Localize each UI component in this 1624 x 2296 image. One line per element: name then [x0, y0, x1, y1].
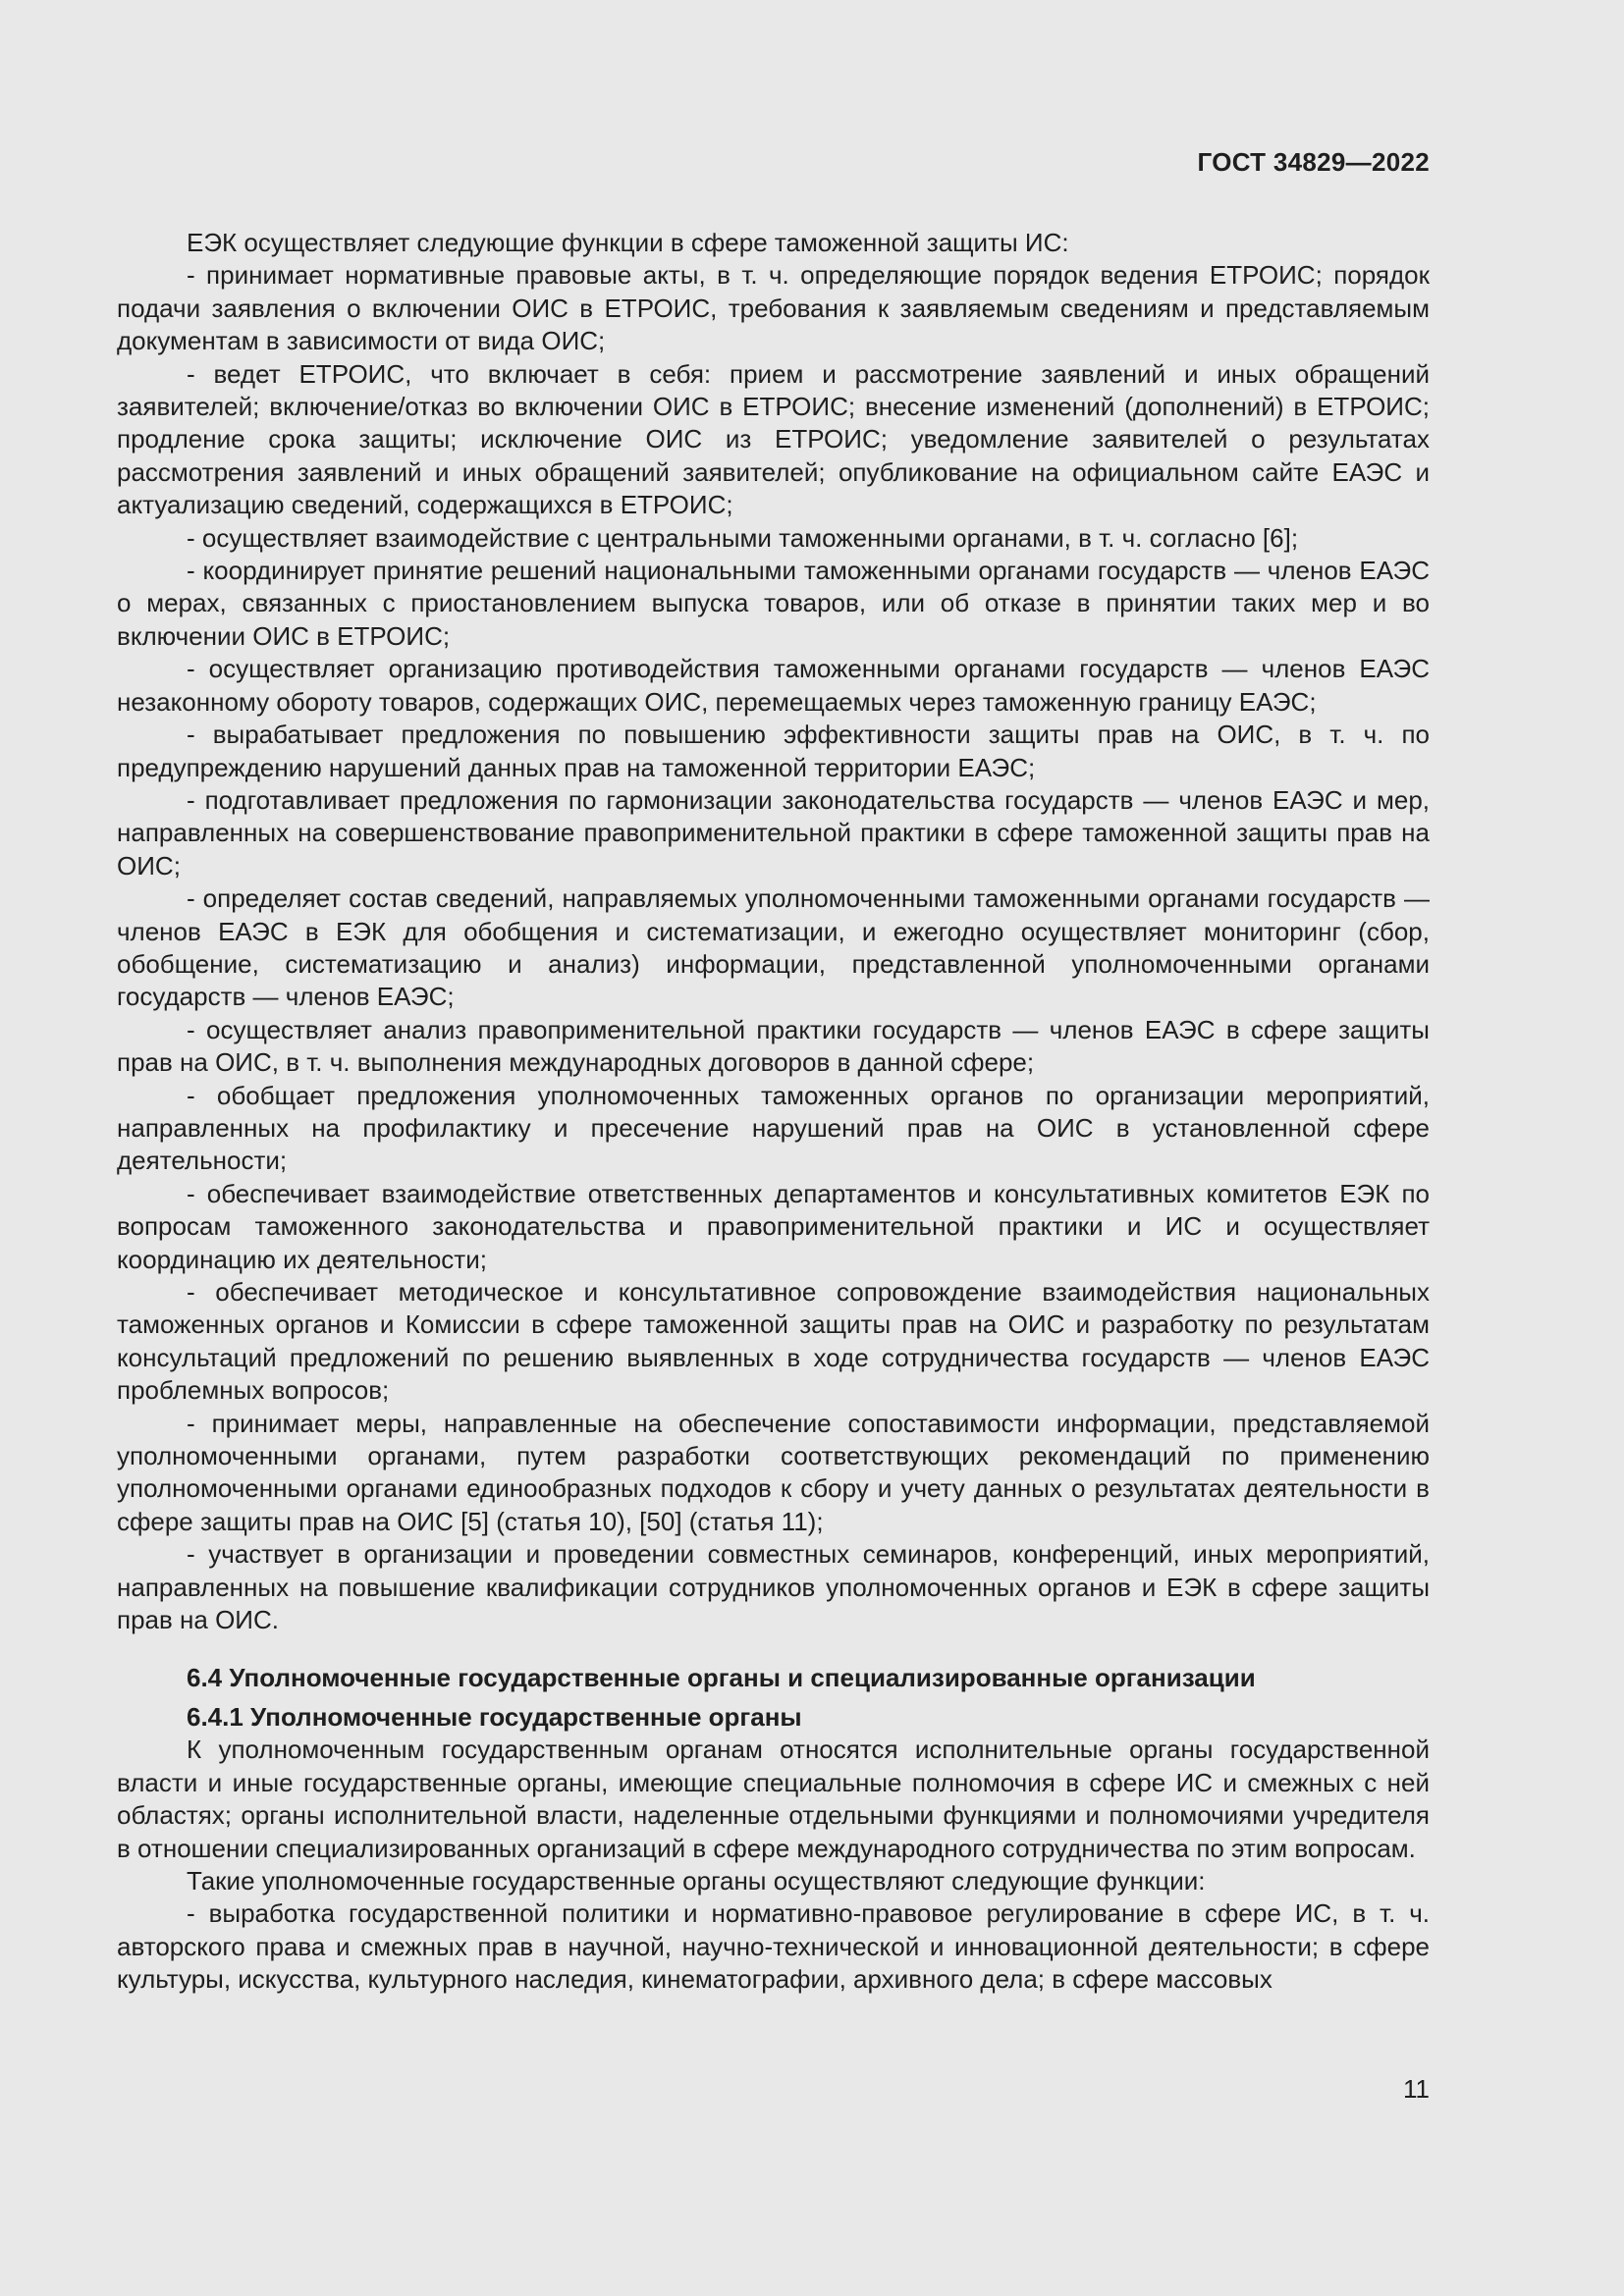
- subsection-heading: 6.4.1 Уполномоченные государственные органы: [187, 1701, 802, 1732]
- paragraph: Такие уполномоченные государственные органы осуществляют следующие функции:: [187, 1865, 1206, 1896]
- list-item: - координирует принятие решений национальными таможенными органами государств — членов ЕАЭС о мерах, связанных с приостановлением выпуска товаров, или об отказе в принятии таких мер и во включении ОИС в ЕТРОИС;: [117, 556, 1430, 651]
- list-item: - принимает нормативные правовые акты, в т. ч. определяющие порядок ведения ЕТРОИС; порядок подачи заявления о включении ОИС в ЕТРОИС, требования к заявляемым сведениям и представляемым документам в зависимости от вида ОИС;: [117, 260, 1430, 356]
- paragraph-intro: ЕЭК осуществляет следующие функции в сфере таможенной защиты ИС:: [187, 228, 1069, 257]
- section-heading: 6.4 Уполномоченные государственные органы и специализированные организации: [187, 1663, 1256, 1693]
- page-number: 11: [1403, 2074, 1430, 2104]
- list-item: - принимает меры, направленные на обеспечение сопоставимости информации, представляемой уполномоченными органами, путем разработки соответствующих рекомендаций по применению уполномоченными органами единообразных подходов к сбору и учету данных о результатах деятельности в сфере защиты прав на ОИС [5] (статья 10), [50] (статья 11);: [117, 1408, 1430, 1536]
- list-item: - подготавливает предложения по гармонизации законодательства государств — членов ЕАЭС и мер, направленных на совершенствование правоприменительной практики в сфере таможенной защиты прав на ОИС;: [117, 784, 1430, 881]
- list-item: - вырабатывает предложения по повышению эффективности защиты прав на ОИС, в т. ч. по предупреждению нарушений данных прав на таможенной территории ЕАЭС;: [117, 720, 1430, 782]
- list-item: - осуществляет организацию противодействия таможенными органами государств — членов ЕАЭС незаконному обороту товаров, содержащих ОИС, перемещаемых через таможенную границу ЕАЭС;: [117, 654, 1430, 717]
- list-item: - выработка государственной политики и нормативно-правовое регулирование в сфере ИС, в т. ч. авторского права и смежных прав в научной, научно-технической и инновационной деятельности; в сфере культуры, искусства, культурного наследия, кинематографии, архивного дела; в сфере массовых: [117, 1898, 1430, 1995]
- list-item: - ведет ЕТРОИС, что включает в себя: прием и рассмотрение заявлений и иных обращений заявителей; включение/отказ во включении ОИС в ЕТРОИС; внесение изменений (дополнений) в ЕТРОИС; продление срока защиты; исключение ОИС из ЕТРОИС; уведомление заявителей о результатах рассмотрения заявлений и иных обращений заявителей; опубликование на официальном сайте ЕАЭС и актуализацию сведений, содержащихся в ЕТРОИС;: [117, 358, 1430, 520]
- list-item: - осуществляет взаимодействие с центральными таможенными органами, в т. ч. согласно [6];: [187, 522, 1299, 553]
- paragraph: К уполномоченным государственным органам относятся исполнительные органы государственной власти и иные государственные органы, имеющие специальные полномочия в сфере ИС и смежных с ней областях; органы исполнительной власти, наделенные отдельными функциями и полномочиями учредителя в отношении специализированных организаций в сфере международного сотрудничества по этим вопросам.: [117, 1735, 1430, 1863]
- list-item: - обобщает предложения уполномоченных таможенных органов по организации мероприятий, направленных на профилактику и пресечение нарушений прав на ОИС в установленной сфере деятельности;: [117, 1080, 1430, 1176]
- document-header: ГОСТ 34829—2022: [1197, 147, 1430, 177]
- list-item: - определяет состав сведений, направляемых уполномоченными таможенными органами государств — членов ЕАЭС в ЕЭК для обобщения и систематизации, и ежегодно осуществляет мониторинг (сбор, обобщение, систематизацию и анализ) информации, представленной уполномоченными органами государств — членов ЕАЭС;: [117, 883, 1430, 1012]
- list-item: - обеспечивает взаимодействие ответственных департаментов и консультативных комитетов ЕЭК по вопросам таможенного законодательства и правоприменительной практики и ИС и осуществляет координацию их деятельности;: [117, 1178, 1430, 1274]
- list-item: - обеспечивает методическое и консультативное сопровождение взаимодействия национальных таможенных органов и Комиссии в сфере таможенной защиты прав на ОИС и разработку по результатам консультаций предложений по решению выявленных в ходе сотрудничества государств — членов ЕАЭС проблемных вопросов;: [117, 1277, 1430, 1406]
- list-item: - участвует в организации и проведении совместных семинаров, конференций, иных мероприятий, направленных на повышение квалификации сотрудников уполномоченных органов и ЕЭК в сфере защиты прав на ОИС.: [117, 1539, 1430, 1635]
- document-body: [117, 227, 1430, 1997]
- list-item: - осуществляет анализ правоприменительной практики государств — членов ЕАЭС в сфере защиты прав на ОИС, в т. ч. выполнения международных договоров в данной сфере;: [117, 1014, 1430, 1078]
